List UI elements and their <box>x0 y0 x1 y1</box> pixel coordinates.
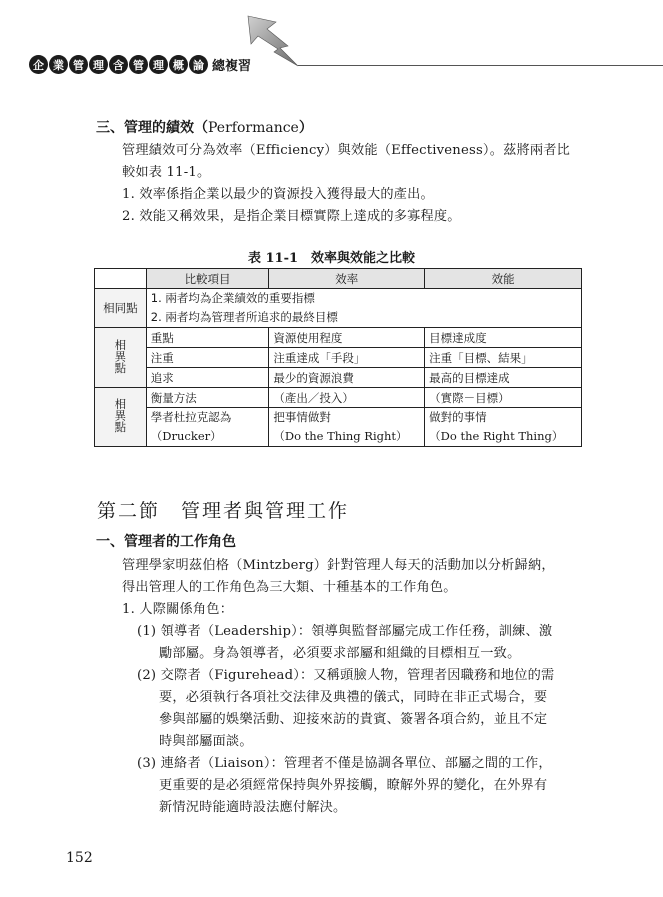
sub-list-item-continuation: 更重要的是必須經常保持與外界接觸，瞭解外界的變化，在外界有 <box>159 778 548 793</box>
page-number: 152 <box>66 850 93 866</box>
list-item: 1. 效率係指企業以最少的資源投入獲得最大的產出。 <box>122 187 434 202</box>
page-header <box>0 0 663 90</box>
table-header: 比較項目 <box>146 269 269 289</box>
table-header-corner <box>95 269 147 289</box>
table-caption: 表 11-1 效率與效能之比較 <box>247 251 416 266</box>
title-char: 含 <box>109 55 128 74</box>
sub-list-item: (3) 連絡者（Liaison）：管理者不僅是協調各單位、部屬之間的工作， <box>137 756 552 771</box>
sub-list-item-continuation: 參與部屬的娛樂活動、迎接來訪的貴賓、簽署各項合約，並且不定 <box>159 712 548 727</box>
same-points-label: 相同點 <box>95 289 147 328</box>
performance-heading-end: ） <box>298 120 313 136</box>
table-cell: 重點 <box>146 328 269 348</box>
table-cell: 目標達成度 <box>425 328 582 348</box>
table-header: 效率 <box>269 269 425 289</box>
paragraph-line: 管理學家明茲伯格（Mintzberg）針對管理人每天的活動加以分析歸納， <box>122 558 555 573</box>
list-item: 2. 效能又稱效果，是指企業目標實際上達成的多寡程度。 <box>122 209 461 224</box>
same-points-cell <box>146 289 581 328</box>
comparison-table <box>94 268 582 447</box>
table-cell: （實際－目標） <box>425 388 582 408</box>
paragraph-line: 較如表 11-1。 <box>122 165 211 180</box>
header-rule <box>298 65 663 66</box>
paragraph-line: 管理績效可分為效率（Efficiency）與效能（Effectiveness）。茲將兩者比 <box>122 143 571 158</box>
book-title <box>29 55 251 74</box>
sub-list-item-continuation: 勵部屬。身為領導者，必須要求部屬和組織的目標相互一致。 <box>159 646 521 661</box>
title-char: 企 <box>29 55 48 74</box>
title-char: 管 <box>129 55 148 74</box>
same-point: 2. 兩者均為管理者所追求的最終目標 <box>150 310 338 324</box>
title-char: 管 <box>69 55 88 74</box>
diff-points-label: 相異點 <box>95 388 147 447</box>
table-cell: 做對的事情 （Do the Right Thing） <box>425 408 582 447</box>
sub-list-item: (1) 領導者（Leadership）：領導與監督部屬完成工作任務，訓練、激 <box>137 624 553 639</box>
table-row <box>95 408 582 447</box>
title-char: 概 <box>169 55 188 74</box>
table-row <box>95 328 582 348</box>
table-cell: 注重達成「手段」 <box>269 348 425 368</box>
table-cell: 學者杜拉克認為 （Drucker） <box>146 408 269 447</box>
table-cell: 把事情做對 （Do the Thing Right） <box>269 408 425 447</box>
manager-roles-heading: 一、管理者的工作角色 <box>96 534 236 550</box>
table-header: 效能 <box>425 269 582 289</box>
section-title: 第二節 管理者與管理工作 <box>97 500 350 522</box>
table-row <box>95 289 582 328</box>
sub-list-item-continuation: 新情況時能適時設法應付解決。 <box>159 800 347 815</box>
sub-list-item: (2) 交際者（Figurehead）：又稱頭臉人物，管理者因職務和地位的需 <box>137 668 555 683</box>
title-char: 理 <box>149 55 168 74</box>
performance-heading-zh: 三、管理的績效（ <box>96 120 208 136</box>
table-cell: 最少的資源浪費 <box>269 368 425 388</box>
table-cell: 衡量方法 <box>146 388 269 408</box>
performance-heading <box>96 117 313 137</box>
table-cell: 追求 <box>146 368 269 388</box>
sub-list-item-continuation: 要，必須執行各項社交法律及典禮的儀式，同時在非正式場合，要 <box>159 690 548 705</box>
table-cell: 最高的目標達成 <box>425 368 582 388</box>
table-cell: 注重 <box>146 348 269 368</box>
same-point: 1. 兩者均為企業績效的重要指標 <box>150 291 315 305</box>
table-row <box>95 388 582 408</box>
sub-list-item-continuation: 時與部屬面談。 <box>159 734 253 749</box>
title-char: 論 <box>189 55 208 74</box>
list-item: 1. 人際關係角色： <box>122 602 234 617</box>
paragraph-line: 得出管理人的工作角色為三大類、十種基本的工作角色。 <box>122 580 457 595</box>
table-row <box>95 368 582 388</box>
diff-points-label: 相異點 <box>95 328 147 388</box>
book-title-suffix: 總複習 <box>212 59 252 74</box>
table-cell: （產出／投入） <box>269 388 425 408</box>
table-row <box>95 348 582 368</box>
title-char: 業 <box>49 55 68 74</box>
table-header-row <box>95 269 582 289</box>
table-cell: 注重「目標、結果」 <box>425 348 582 368</box>
performance-heading-en: Performance <box>208 120 299 136</box>
table-cell: 資源使用程度 <box>269 328 425 348</box>
title-char: 理 <box>89 55 108 74</box>
